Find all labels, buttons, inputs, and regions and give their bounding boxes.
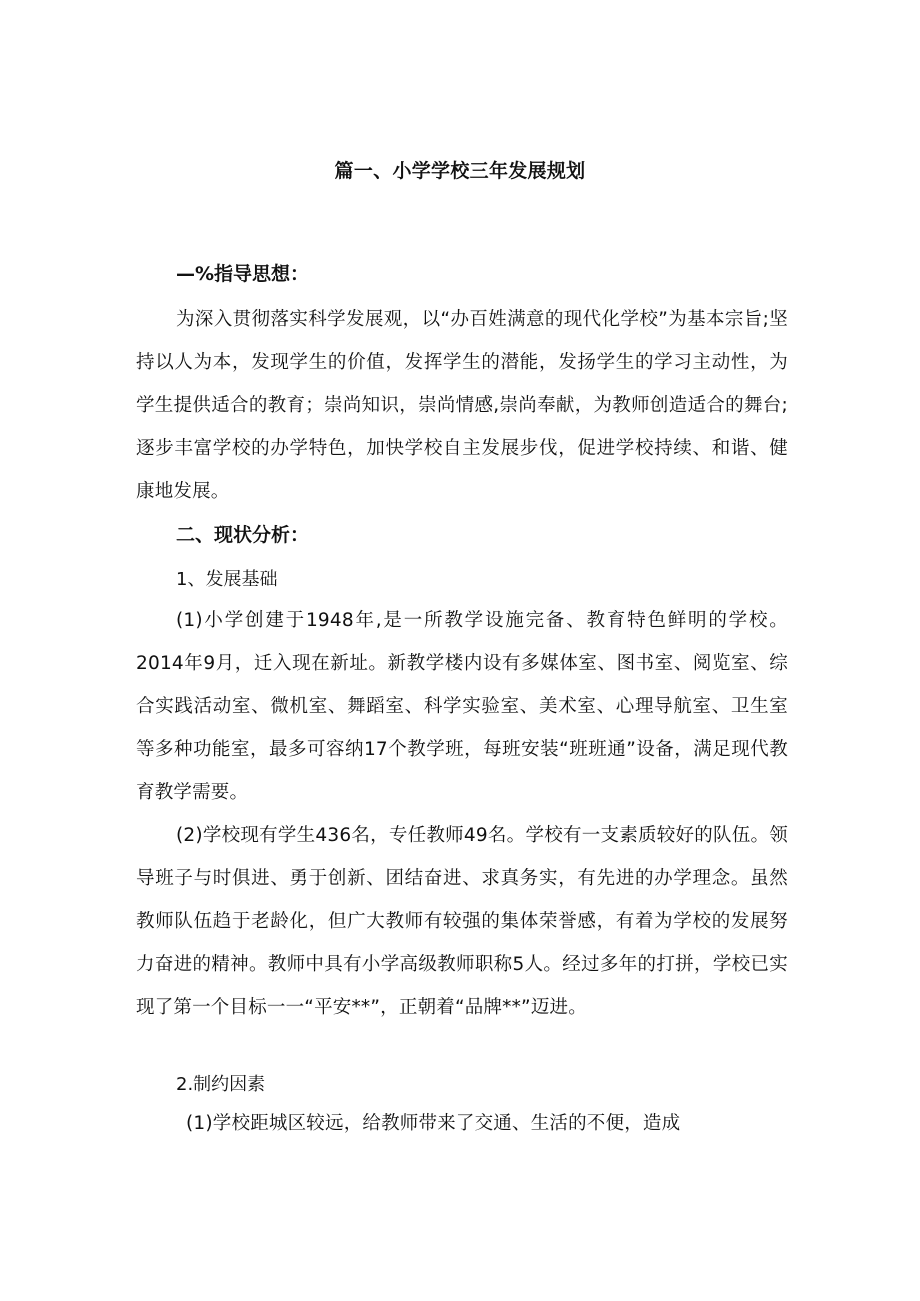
- section-heading-status-analysis: 二、现状分析：: [176, 524, 310, 546]
- document-title: 篇一、小学学校三年发展规划: [334, 160, 586, 182]
- section-heading-guiding-ideology: —%指导思想：: [176, 263, 310, 285]
- subheading-development-basis: 1、发展基础: [176, 569, 278, 590]
- paragraph-guiding-ideology: 为深入贯彻落实科学发展观，以“办百姓满意的现代化学校”为基本宗旨;坚持以人为本，发现学生的价值，发挥学生的潜能，发扬学生的学习主动性，为学生提供适合的教育；崇尚知识，崇尚情感,崇尚奉献，为教师创造适合的舞台;逐步丰富学校的办学特色，加快学校自主发展步伐，促进学校持续、和谐、健康地发展。: [136, 309, 788, 502]
- paragraph-basis-1: (1)小学创建于1948年,是一所教学设施完备、教育特色鲜明的学校。2014年9月，迁入现在新址。新教学楼内设有多媒体室、图书室、阅览室、综合实践活动室、微机室、舞蹈室、科学实验室、美术室、心理导航室、卫生室等多种功能室，最多可容纳17个教学班，每班安装“班班通”设备，满足现代教育教学需要。: [136, 610, 788, 803]
- paragraph-basis-2: (2)学校现有学生436名，专任教师49名。学校有一支素质较好的队伍。领导班子与时俱进、勇于创新、团结奋进、求真务实，有先进的办学理念。虽然教师队伍趋于老龄化，但广大教师有较强的集体荣誉感，有着为学校的发展努力奋进的精神。教师中具有小学高级教师职称5人。经过多年的打拼，学校已实现了第一个目标一一“平安**”，正朝着“品牌**”迈进。: [136, 825, 788, 1018]
- subheading-constraints: 2.制约因素: [176, 1074, 266, 1095]
- paragraph-constraint-1: (1)学校距城区较远，给教师带来了交通、生活的不便，造成: [186, 1113, 681, 1134]
